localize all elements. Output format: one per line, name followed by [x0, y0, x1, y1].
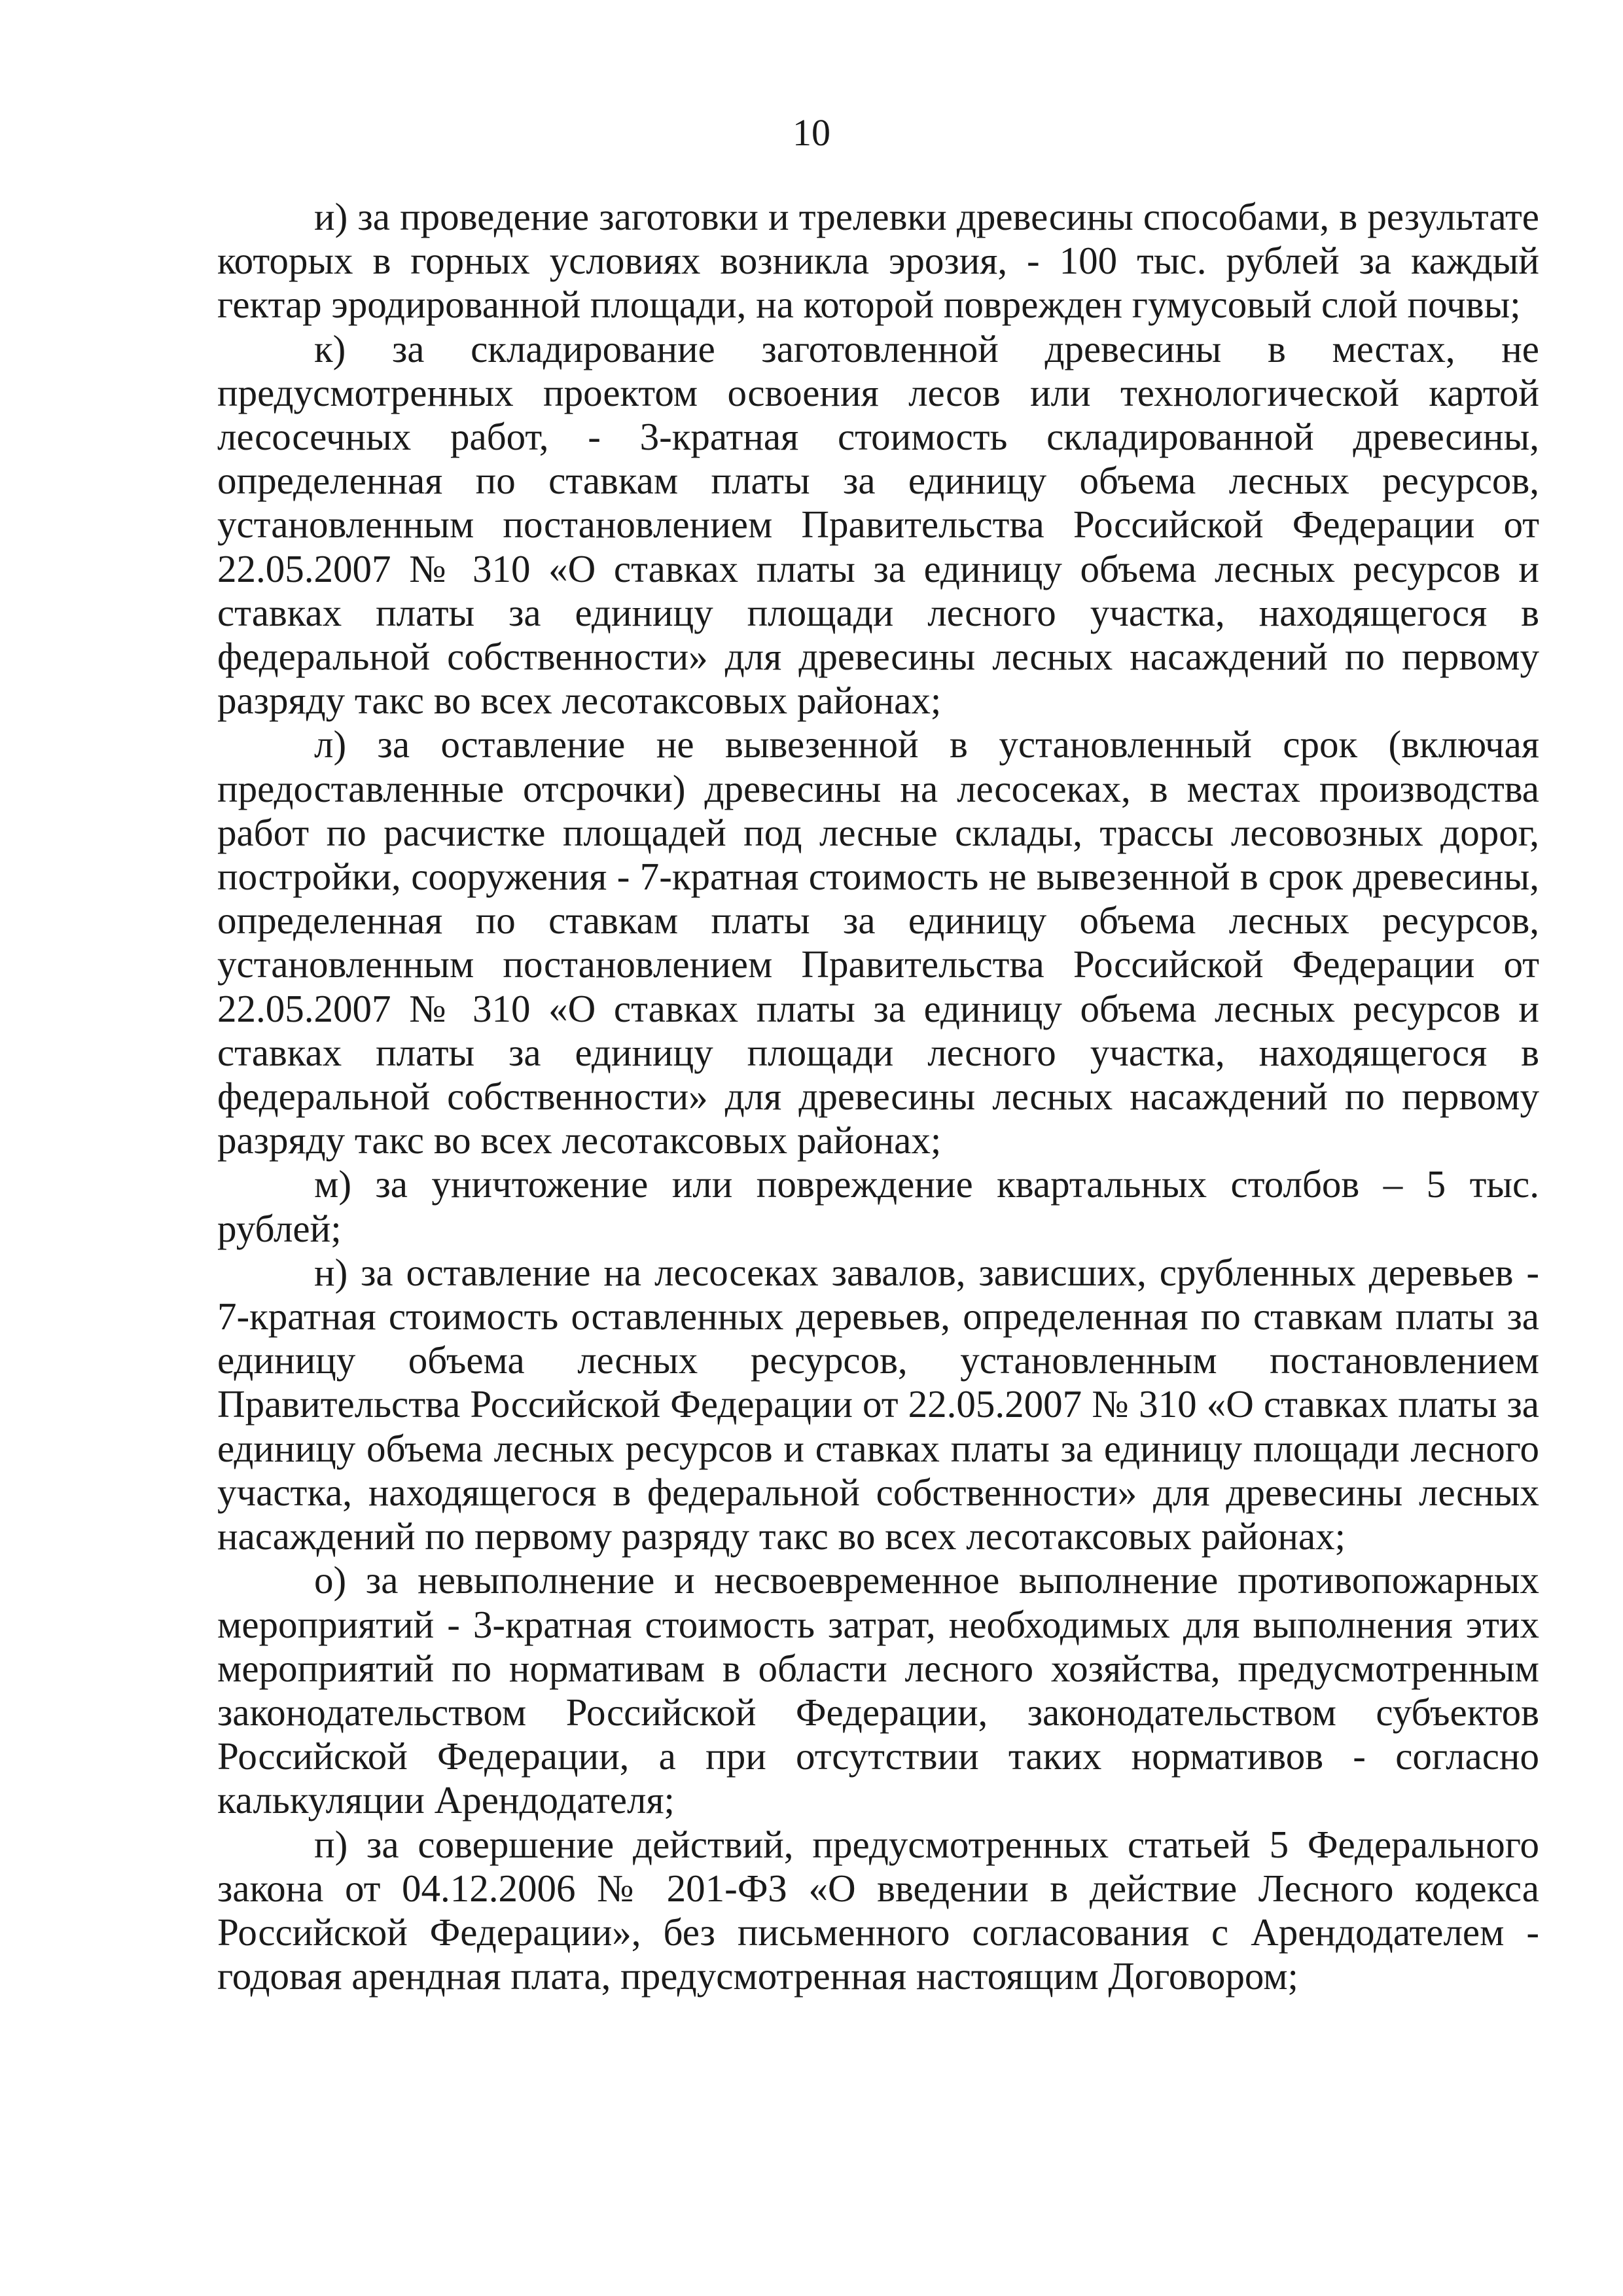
paragraph-p: п) за совершение действий, предусмотренных статьей 5 Федерального закона от 04.12.2006 № 201-ФЗ «О введении в действие Лесного кодекса Российской Федерации», без письменного согласования с Арендодателем - годовая арендная плата, предусмотренная настоящим Договором; [217, 1822, 1539, 1998]
paragraph-m: м) за уничтожение или повреждение квартальных столбов – 5 тыс. рублей; [217, 1162, 1539, 1250]
paragraph-n: н) за оставление на лесосеках завалов, зависших, срубленных деревьев - 7-кратная стоимость оставленных деревьев, определенная по ставкам платы за единицу объема лесных ресурсов, установленным постановлением Правительства Российской Федерации от 22.05.2007 № 310 «О ставках платы за единицу объема лесных ресурсов и ставках платы за единицу площади лесного участка, находящегося в федеральной собственности» для древесины лесных насаждений по первому разряду такс во всех лесотаксовых районах; [217, 1250, 1539, 1558]
paragraph-i: и) за проведение заготовки и трелевки древесины способами, в результате которых в горных условиях возникла эрозия, - 100 тыс. рублей за каждый гектар эродированной площади, на которой поврежден гумусовый слой почвы; [217, 195, 1539, 327]
paragraph-l: л) за оставление не вывезенной в установленный срок (включая предоставленные отсрочки) древесины на лесосеках, в местах производства работ по расчистке площадей под лесные склады, трассы лесовозных дорог, постройки, сооружения - 7-кратная стоимость не вывезенной в срок древесины, определенная по ставкам платы за единицу объема лесных ресурсов, установленным постановлением Правительства Российской Федерации от 22.05.2007 № 310 «О ставках платы за единицу объема лесных ресурсов и ставках платы за единицу площади лесного участка, находящегося в федеральной собственности» для древесины лесных насаждений по первому разряду такс во всех лесотаксовых районах; [217, 723, 1539, 1162]
document-body [217, 195, 1539, 1998]
paragraph-o: о) за невыполнение и несвоевременное выполнение противопожарных мероприятий - 3-кратная стоимость затрат, необходимых для выполнения этих мероприятий по нормативам в области лесного хозяйства, предусмотренным законодательством Российской Федерации, законодательством субъектов Российской Федерации, а при отсутствии таких нормативов - согласно калькуляции Арендодателя; [217, 1558, 1539, 1822]
paragraph-k: к) за складирование заготовленной древесины в местах, не предусмотренных проектом освоения лесов или технологической картой лесосечных работ, - 3-кратная стоимость складированной древесины, определенная по ставкам платы за единицу объема лесных ресурсов, установленным постановлением Правительства Российской Федерации от 22.05.2007 № 310 «О ставках платы за единицу объема лесных ресурсов и ставках платы за единицу площади лесного участка, находящегося в федеральной собственности» для древесины лесных насаждений по первому разряду такс во всех лесотаксовых районах; [217, 327, 1539, 723]
page-number: 10 [793, 111, 830, 154]
